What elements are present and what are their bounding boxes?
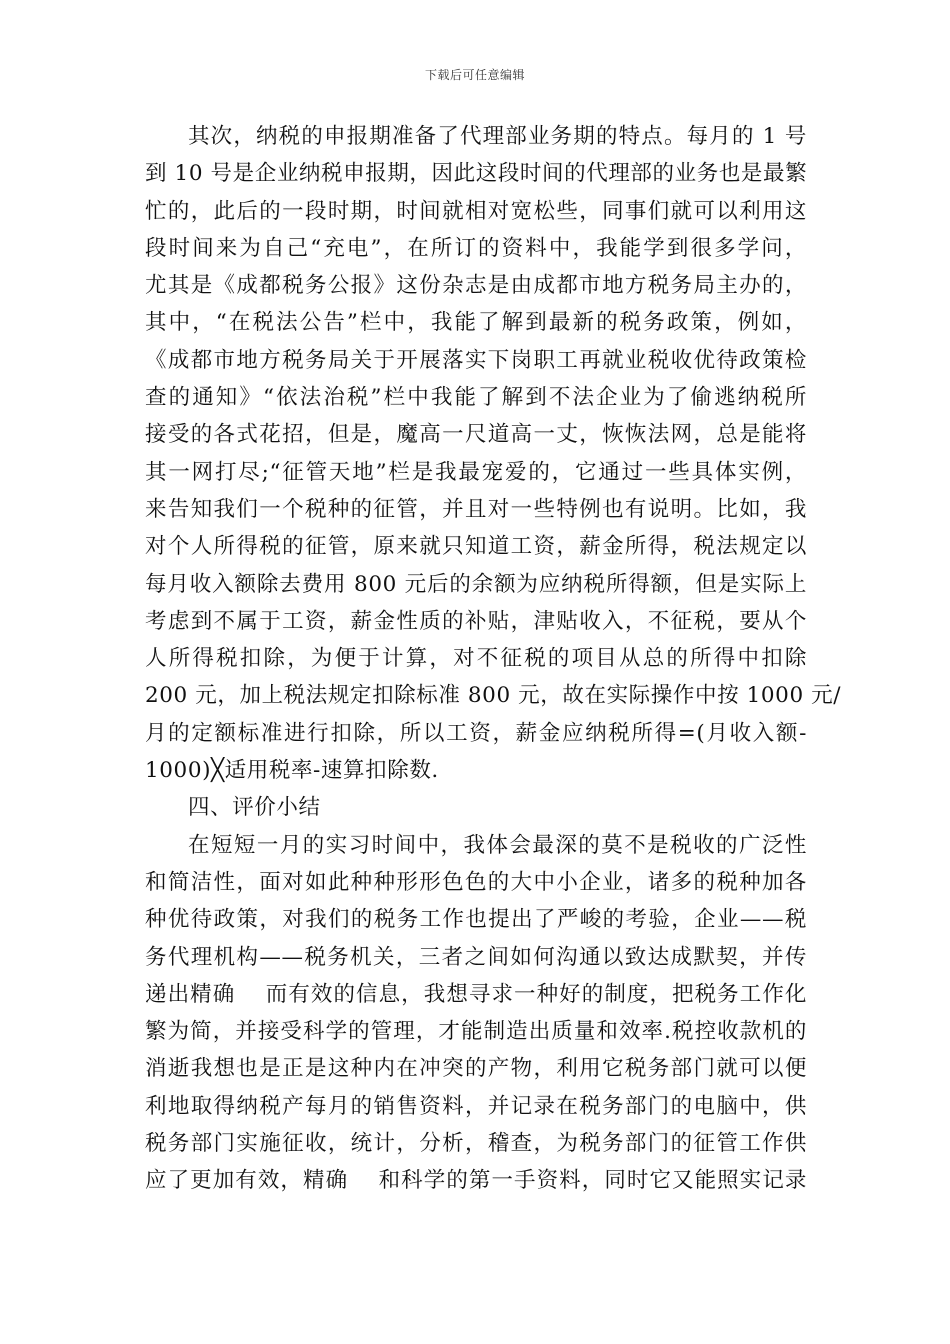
paragraph-line: 来告知我们一个税种的征管，并且对一些特例也有说明。比如，我 bbox=[145, 496, 807, 522]
paragraph-line: 繁为简，并接受科学的管理，才能制造出质量和效率.税控收款机的 bbox=[145, 1019, 807, 1045]
paragraph-line: 应了更加有效，精确 和科学的第一手资料，同时它又能照实记录 bbox=[145, 1168, 807, 1194]
paragraph-line: 查的通知》“依法治税”栏中我能了解到不法企业为了偷逃纳税所 bbox=[145, 385, 807, 411]
paragraph-line: 接受的各式花招，但是，魔高一尺道高一丈，恢恢法网，总是能将 bbox=[145, 422, 807, 448]
paragraph-line: 其次，纳税的申报期准备了代理部业务期的特点。每月的 1 号 bbox=[188, 124, 807, 149]
paragraph-line: 其中，“在税法公告”栏中，我能了解到最新的税务政策，例如， bbox=[145, 310, 807, 336]
paragraph-line: 1000)╳适用税率-速算扣除数. bbox=[145, 758, 439, 784]
paragraph-tax-declaration bbox=[145, 118, 842, 789]
paragraph-line: 对个人所得税的征管，原来就只知道工资，薪金所得，税法规定以 bbox=[145, 534, 807, 560]
paragraph-line: 其一网打尽;“征管天地”栏是我最宠爱的，它通过一些具体实例， bbox=[145, 459, 807, 485]
paragraph-line: 尤其是《成都税务公报》这份杂志是由成都市地方税务局主办的， bbox=[145, 273, 807, 299]
paragraph-line: 200 元，加上税法规定扣除标准 800 元，故在实际操作中按 1000 元/ bbox=[145, 683, 842, 709]
page-header-note: 下载后可任意编辑 bbox=[424, 68, 525, 82]
paragraph-line: 段时间来为自己“充电”，在所订的资料中，我能学到很多学问， bbox=[145, 235, 807, 261]
paragraph-line: 税务部门实施征收，统计，分析，稽查，为税务部门的征管工作供 bbox=[145, 1131, 807, 1157]
paragraph-line: 务代理机构——税务机关，三者之间如何沟通以致达成默契，并传 bbox=[145, 944, 807, 970]
section-heading: 四、评价小结 bbox=[188, 795, 321, 821]
paragraph-line: 在短短一月的实习时间中，我体会最深的莫不是税收的广泛性 bbox=[188, 832, 807, 858]
paragraph-summary bbox=[145, 827, 807, 1200]
paragraph-line: 到 10 号是企业纳税申报期，因此这段时间的代理部的业务也是最繁 bbox=[145, 161, 808, 187]
paragraph-line: 种优待政策，对我们的税务工作也提出了严峻的考验，企业——税 bbox=[145, 907, 807, 933]
paragraph-line: 和简洁性，面对如此种种形形色色的大中小企业，诸多的税种加各 bbox=[145, 869, 807, 895]
paragraph-line: 人所得税扣除，为便于计算，对不征税的项目从总的所得中扣除 bbox=[145, 646, 807, 672]
paragraph-line: 月的定额标准进行扣除，所以工资，薪金应纳税所得=(月收入额- bbox=[145, 720, 807, 746]
paragraph-line: 忙的，此后的一段时期，时间就相对宽松些，同事们就可以利用这 bbox=[145, 198, 807, 224]
paragraph-line: 考虑到不属于工资，薪金性质的补贴，津贴收入，不征税，要从个 bbox=[145, 608, 807, 634]
paragraph-line: 《成都市地方税务局关于开展落实下岗职工再就业税收优待政策检 bbox=[145, 347, 807, 373]
paragraph-line: 利地取得纳税产每月的销售资料，并记录在税务部门的电脑中，供 bbox=[145, 1093, 807, 1119]
paragraph-line: 每月收入额除去费用 800 元后的余额为应纳税所得额，但是实际上 bbox=[145, 571, 807, 597]
paragraph-line: 消逝我想也是正是这种内在冲突的产物，利用它税务部门就可以便 bbox=[145, 1056, 807, 1082]
document-body bbox=[145, 118, 842, 1200]
paragraph-line: 递出精确 而有效的信息，我想寻求一种好的制度，把税务工作化 bbox=[145, 981, 807, 1007]
